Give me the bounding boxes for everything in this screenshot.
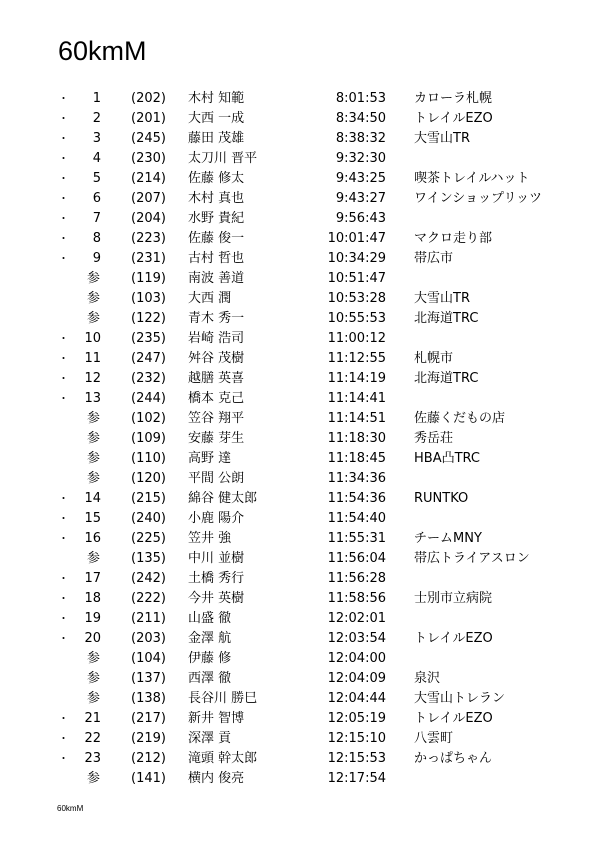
result-finish-time: 10:53:28 [327,291,386,306]
result-club: 帯広トライアスロン [414,551,530,566]
result-club: 佐藤くだもの店 [414,411,506,426]
result-club: トレイルEZO [414,631,493,646]
result-rank: 4 [92,151,101,166]
result-bib-number: (135) [131,551,166,566]
result-runner-name: 岩崎 浩司 [188,331,245,346]
result-finish-time: 11:34:36 [327,471,386,486]
row-bullet: ・ [58,372,69,385]
result-finish-time: 11:56:04 [327,551,386,566]
result-row [0,349,600,369]
result-row [0,549,600,569]
result-rank: 10 [84,331,101,346]
result-finish-time: 11:56:28 [327,571,386,586]
result-finish-time: 10:51:47 [327,271,386,286]
result-finish-time: 12:15:53 [327,751,386,766]
result-finish-time: 11:14:19 [327,371,386,386]
result-bib-number: (141) [131,771,166,786]
result-rank: 5 [92,171,101,186]
result-row [0,749,600,769]
result-finish-time: 9:43:27 [335,191,386,206]
result-finish-time: 12:02:01 [327,611,386,626]
result-club: RUNTKO [414,491,469,506]
result-finish-time: 11:00:12 [327,331,386,346]
result-rank: 参 [86,691,100,706]
result-club: 帯広市 [414,251,454,266]
result-rank: 参 [86,471,100,486]
result-club: 喫茶トレイルハット [414,171,530,186]
result-row [0,529,600,549]
result-runner-name: 高野 達 [188,451,232,466]
result-finish-time: 10:34:29 [327,251,386,266]
row-bullet: ・ [58,612,69,625]
results-list [0,89,600,789]
result-rank: 参 [86,431,100,446]
result-club: 泉沢 [414,671,441,686]
row-bullet: ・ [58,332,69,345]
result-runner-name: 笠井 強 [188,531,232,546]
result-runner-name: 藤田 茂雄 [188,131,245,146]
result-runner-name: 木村 真也 [188,191,245,206]
result-row [0,469,600,489]
result-club: 士別市立病院 [414,591,493,606]
result-club: トレイルEZO [414,111,493,126]
result-row [0,289,600,309]
result-rank: 参 [86,771,100,786]
result-row [0,149,600,169]
result-finish-time: 12:04:00 [327,651,386,666]
result-rank: 7 [92,211,101,226]
result-rank: 12 [84,371,101,386]
result-rank: 18 [84,591,101,606]
row-bullet: ・ [58,712,69,725]
result-club: 札幌市 [414,351,454,366]
result-bib-number: (122) [131,311,166,326]
result-finish-time: 10:55:53 [327,311,386,326]
result-bib-number: (137) [131,671,166,686]
result-row [0,769,600,789]
result-runner-name: 太刀川 晋平 [188,151,258,166]
result-bib-number: (138) [131,691,166,706]
result-bib-number: (247) [131,351,166,366]
result-bib-number: (211) [131,611,166,626]
result-finish-time: 9:56:43 [335,211,386,226]
result-club: チームMNY [414,531,482,546]
result-row [0,249,600,269]
result-runner-name: 新井 智博 [188,711,245,726]
result-bib-number: (245) [131,131,166,146]
result-bib-number: (109) [131,431,166,446]
result-bib-number: (230) [131,151,166,166]
result-rank: 16 [84,531,101,546]
result-bib-number: (219) [131,731,166,746]
result-finish-time: 8:01:53 [335,91,386,106]
result-runner-name: 綿谷 健太郎 [188,491,258,506]
result-club: マクロ走り部 [414,231,493,246]
result-finish-time: 11:18:45 [327,451,386,466]
result-row [0,729,600,749]
result-finish-time: 11:18:30 [327,431,386,446]
result-finish-time: 11:14:51 [327,411,386,426]
result-runner-name: 土橋 秀行 [188,571,245,586]
result-runner-name: 滝頭 幹太郎 [188,751,258,766]
row-bullet: ・ [58,572,69,585]
result-row [0,689,600,709]
result-rank: 17 [84,571,101,586]
result-rank: 参 [86,271,100,286]
result-row [0,189,600,209]
row-bullet: ・ [58,392,69,405]
result-row [0,109,600,129]
result-rank: 23 [84,751,101,766]
result-rank: 13 [84,391,101,406]
result-row [0,489,600,509]
result-rank: 参 [86,311,100,326]
result-bib-number: (104) [131,651,166,666]
result-rank: 11 [84,351,101,366]
row-bullet: ・ [58,732,69,745]
result-runner-name: 木村 知範 [188,91,245,106]
result-club: トレイルEZO [414,711,493,726]
result-runner-name: 今井 英樹 [188,591,245,606]
result-runner-name: 舛谷 茂樹 [188,351,245,366]
result-rank: 9 [92,251,101,266]
result-runner-name: 水野 貴紀 [188,211,245,226]
result-finish-time: 11:58:56 [327,591,386,606]
result-runner-name: 西澤 徹 [188,671,232,686]
result-row [0,389,600,409]
page-title: 60kmM [58,36,147,66]
result-row [0,169,600,189]
row-bullet: ・ [58,152,69,165]
result-bib-number: (102) [131,411,166,426]
result-row [0,609,600,629]
result-finish-time: 11:54:40 [327,511,386,526]
result-bib-number: (217) [131,711,166,726]
result-club: 北海道TRC [414,311,479,326]
result-runner-name: 小鹿 陽介 [188,511,245,526]
result-runner-name: 佐藤 俊一 [188,231,245,246]
result-runner-name: 深澤 貢 [188,731,232,746]
result-row [0,669,600,689]
result-finish-time: 12:04:44 [327,691,386,706]
result-finish-time: 12:17:54 [327,771,386,786]
result-runner-name: 笠谷 翔平 [188,411,245,426]
result-bib-number: (204) [131,211,166,226]
result-bib-number: (232) [131,371,166,386]
result-runner-name: 橋本 克己 [188,391,245,406]
result-row [0,709,600,729]
result-rank: 参 [86,671,100,686]
result-runner-name: 金澤 航 [188,631,232,646]
result-rank: 14 [84,491,101,506]
row-bullet: ・ [58,252,69,265]
result-row [0,369,600,389]
result-bib-number: (240) [131,511,166,526]
result-runner-name: 古村 哲也 [188,251,245,266]
row-bullet: ・ [58,172,69,185]
result-runner-name: 横内 俊亮 [188,771,245,786]
result-rank: 15 [84,511,101,526]
result-finish-time: 12:15:10 [327,731,386,746]
result-club: HBA凸TRC [414,451,480,466]
result-rank: 19 [84,611,101,626]
row-bullet: ・ [58,232,69,245]
result-bib-number: (214) [131,171,166,186]
result-bib-number: (235) [131,331,166,346]
row-bullet: ・ [58,352,69,365]
result-runner-name: 中川 並樹 [188,551,245,566]
result-row [0,429,600,449]
result-club: かっぱちゃん [414,751,493,766]
result-finish-time: 11:55:31 [327,531,386,546]
result-finish-time: 9:43:25 [335,171,386,186]
result-club: 八雲町 [414,731,454,746]
row-bullet: ・ [58,212,69,225]
result-bib-number: (222) [131,591,166,606]
result-finish-time: 8:34:50 [335,111,386,126]
result-row [0,649,600,669]
result-row [0,409,600,429]
result-bib-number: (212) [131,751,166,766]
result-bib-number: (201) [131,111,166,126]
result-bib-number: (103) [131,291,166,306]
row-bullet: ・ [58,192,69,205]
result-club: ワインショップリッツ [414,191,542,206]
result-rank: 3 [92,131,101,146]
row-bullet: ・ [58,112,69,125]
result-rank: 20 [84,631,101,646]
result-row [0,329,600,349]
result-finish-time: 11:12:55 [327,351,386,366]
result-rank: 22 [84,731,101,746]
row-bullet: ・ [58,512,69,525]
row-bullet: ・ [58,492,69,505]
result-club: 大雪山トレラン [414,691,506,706]
result-club: 大雪山TR [414,131,470,146]
row-bullet: ・ [58,92,69,105]
result-rank: 参 [86,291,100,306]
result-rank: 参 [86,551,100,566]
result-club: 北海道TRC [414,371,479,386]
result-runner-name: 青木 秀一 [188,311,245,326]
result-row [0,449,600,469]
result-rank: 参 [86,411,100,426]
result-rank: 1 [92,91,101,106]
result-bib-number: (203) [131,631,166,646]
result-club: 大雪山TR [414,291,470,306]
result-bib-number: (207) [131,191,166,206]
result-row [0,309,600,329]
result-runner-name: 山盛 徹 [188,611,232,626]
result-club: カローラ札幌 [414,91,493,106]
result-runner-name: 長谷川 勝巳 [188,691,258,706]
row-bullet: ・ [58,752,69,765]
result-rank: 参 [86,651,100,666]
result-bib-number: (223) [131,231,166,246]
result-finish-time: 11:54:36 [327,491,386,506]
result-row [0,269,600,289]
result-row [0,569,600,589]
result-runner-name: 安藤 芽生 [188,431,245,446]
result-runner-name: 佐藤 修太 [188,171,245,186]
result-finish-time: 9:32:30 [335,151,386,166]
result-rank: 21 [84,711,101,726]
result-bib-number: (202) [131,91,166,106]
result-finish-time: 12:03:54 [327,631,386,646]
result-club: 秀岳荘 [414,431,454,446]
result-row [0,89,600,109]
result-finish-time: 8:38:32 [335,131,386,146]
result-rank: 6 [92,191,101,206]
row-bullet: ・ [58,532,69,545]
result-bib-number: (119) [131,271,166,286]
result-row [0,209,600,229]
result-runner-name: 大西 潤 [188,291,232,306]
row-bullet: ・ [58,132,69,145]
result-bib-number: (110) [131,451,166,466]
result-runner-name: 平間 公朗 [188,471,245,486]
result-rank: 参 [86,451,100,466]
result-row [0,589,600,609]
result-runner-name: 越膳 英喜 [188,371,245,386]
result-bib-number: (242) [131,571,166,586]
result-row [0,509,600,529]
result-runner-name: 南波 善道 [188,271,245,286]
result-bib-number: (225) [131,531,166,546]
result-bib-number: (231) [131,251,166,266]
result-finish-time: 12:04:09 [327,671,386,686]
result-finish-time: 12:05:19 [327,711,386,726]
page-footer: 60kmM [57,804,84,813]
result-runner-name: 大西 一成 [188,111,245,126]
result-rank: 2 [92,111,101,126]
result-bib-number: (215) [131,491,166,506]
result-row [0,129,600,149]
result-rank: 8 [92,231,101,246]
result-row [0,229,600,249]
result-bib-number: (120) [131,471,166,486]
result-row [0,629,600,649]
row-bullet: ・ [58,632,69,645]
result-finish-time: 10:01:47 [327,231,386,246]
result-runner-name: 伊藤 修 [188,651,232,666]
result-bib-number: (244) [131,391,166,406]
result-finish-time: 11:14:41 [327,391,386,406]
row-bullet: ・ [58,592,69,605]
